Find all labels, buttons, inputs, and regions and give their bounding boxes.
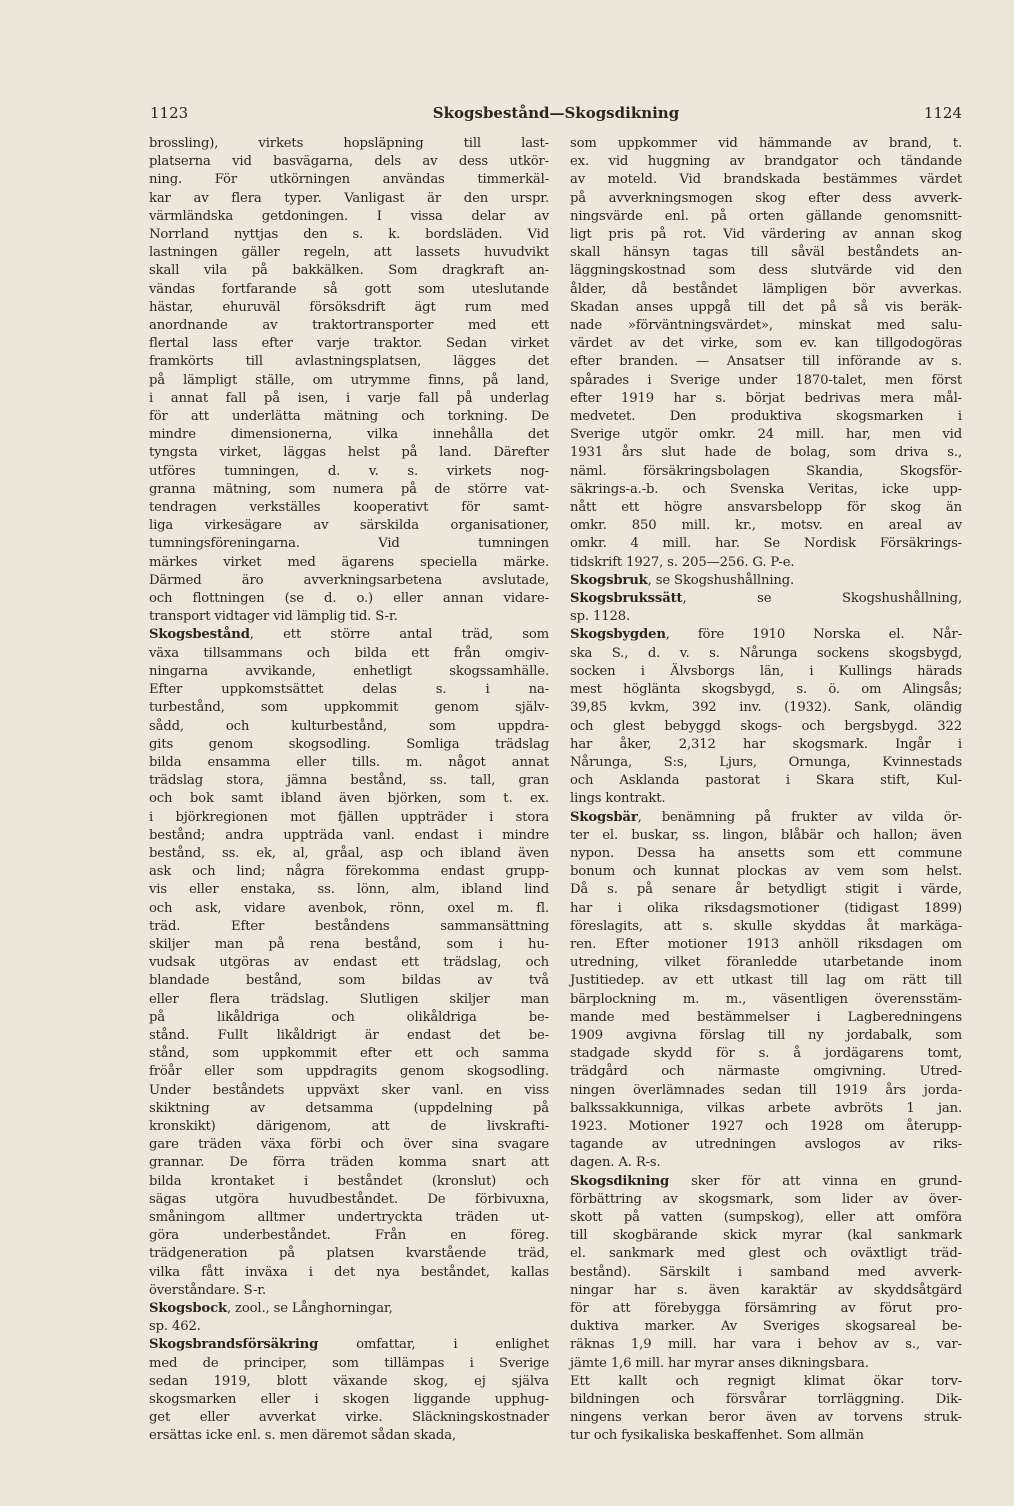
text-line: ningens verkan beror även av torvens struk- (570, 1410, 962, 1426)
page-header (150, 104, 962, 126)
text-line: 1931 års slut hade de bolag, som driva s., (570, 445, 962, 461)
text-line: märkes virket med ägarens speciella märke. (149, 554, 549, 570)
text-line: räknas 1,9 mill. har vara i behov av s., var- (570, 1337, 962, 1353)
text-line: Efter uppkomstsättet delas s. i na- (149, 682, 549, 698)
text-line: granna mätning, som numera på de större vat- (149, 481, 549, 497)
text-line: har i olika riksdagsmotioner (tidigast 1899) (570, 900, 962, 916)
text-line: kar av flera typer. Vanligast är den urspr. (149, 190, 549, 206)
text-line: ersättas icke enl. s. men däremot sådan skada, (149, 1428, 456, 1444)
text-line: vis eller enstaka, ss. lönn, alm, ibland lind (149, 882, 549, 898)
text-line: platserna vid basvägarna, dels av dess utkör- (149, 154, 549, 170)
text-line: tur och fysikaliska beskaffenhet. Som allmän (570, 1428, 864, 1444)
text-line: ex. vid huggning av brandgator och tändande (570, 154, 962, 170)
text-line: Justitiedep. av ett utkast till lag om rätt till (570, 973, 962, 989)
text-line: och flottningen (se d. o.) eller annan vidare- (149, 591, 549, 607)
text-line: skall vila på bakkälken. Som dragkraft an- (149, 263, 549, 279)
text-line: ask och lind; några förekomma endast grupp- (149, 864, 549, 880)
text-line: bärplockning m. m., väsentligen överensstäm- (570, 991, 962, 1007)
text-line: skott på vatten (sumpskog), eller att omföra (570, 1209, 962, 1225)
text-line: Under beståndets uppväxt sker vanl. en viss (149, 1082, 549, 1098)
text-line: kronskikt) därigenom, att de livskrafti- (149, 1118, 549, 1134)
text-line: transport vidtager vid lämplig tid. S-r. (149, 609, 398, 625)
text-line: Skogsbestånd, ett större antal träd, som (149, 627, 549, 643)
text-line: spårades i Sverige under 1870-talet, men först (570, 372, 962, 388)
text-line: bestånd, ss. ek, al, gråal, asp och ibland även (149, 845, 549, 861)
text-line: föreslagits, att s. skulle skyddas åt markäga- (570, 918, 962, 934)
text-line: Ett kallt och regnigt klimat ökar torv- (570, 1373, 962, 1389)
text-line: mest höglänta skogsbygd, s. ö. om Alingsås; (570, 682, 962, 698)
text-line: stadgade skydd för s. å jordägarens tomt, (570, 1046, 962, 1062)
text-line: överståndare. S-r. (149, 1282, 267, 1298)
text-line: blandade bestånd, som bildas av två (149, 973, 549, 989)
text-line: vilka fått inväxa i det nya beståndet, kallas (149, 1264, 549, 1280)
text-line: turbestånd, som uppkommit genom själv- (149, 700, 549, 716)
text-line: sp. 1128. (570, 609, 630, 625)
text-line: eller flera trädslag. Slutligen skiljer man (149, 991, 549, 1007)
text-line: vudsak utgöras av endast ett trädslag, och (149, 955, 549, 971)
text-line: ålder, då beståndet lämpligen bör avverkas. (570, 281, 962, 297)
text-line: ligt pris på rot. Vid värdering av annan skog (570, 227, 962, 243)
text-line: värmländska getdoningen. I vissa delar av (149, 208, 549, 224)
text-line: ren. Efter motioner 1913 anhöll riksdagen om (570, 936, 962, 952)
text-line: värdet av det virke, som ev. kan tillgodogöras (570, 336, 962, 352)
text-line: vändas fortfarande så gott som uteslutande (149, 281, 549, 297)
text-line: mande med bestämmelser i Lagberedningens (570, 1009, 962, 1025)
text-line: ningen överlämnades sedan till 1919 års jorda- (570, 1082, 962, 1098)
text-line: skogsmarken eller i skogen liggande upphug- (149, 1392, 549, 1408)
text-line: har åker, 2,312 har skogsmark. Ingår i (570, 736, 962, 752)
text-line: Nårunga, S:s, Ljurs, Ornunga, Kvinnestads (570, 754, 962, 770)
page-number-right: 1124 (923, 104, 962, 122)
left-text-column (149, 135, 549, 1446)
text-line: ningarna avvikande, enhetligt skogssamhälle. (149, 663, 549, 679)
text-line: efter 1919 har s. börjat bedrivas mera mål- (570, 390, 962, 406)
text-line: hästar, ehuruväl försöksdrift ägt rum med (149, 299, 549, 315)
text-line: framkörts till avlastningsplatsen, lägges det (149, 354, 549, 370)
text-line: Skogsdikning sker för att vinna en grund- (570, 1173, 962, 1189)
text-line: trädslag stora, jämna bestånd, ss. tall, gran (149, 773, 549, 789)
text-line: ningar har s. även karaktär av skyddsåtgärd (570, 1282, 962, 1298)
text-line: gits genom skogsodling. Somliga trädslag (149, 736, 549, 752)
text-line: get eller avverkat virke. Släckningskostnader (149, 1410, 549, 1426)
text-line: bildningen och försvårar torrläggning. Dik- (570, 1392, 962, 1408)
text-line: i björkregionen mot fjällen uppträder i stora (149, 809, 549, 825)
text-line: utredning, vilket föranledde utarbetande inom (570, 955, 962, 971)
text-line: bestånd; andra uppträda vanl. endast i mindre (149, 827, 549, 843)
text-line: för att underlätta mätning och torkning. De (149, 409, 549, 425)
text-line: fröår eller som uppdragits genom skogsodling. (149, 1064, 549, 1080)
text-line: Skogsbruk, se Skogshushållning. (570, 572, 795, 588)
text-line: läggningskostnad som dess slutvärde vid den (570, 263, 962, 279)
text-line: el. sankmark med glest och oväxtligt träd- (570, 1246, 962, 1262)
text-line: och bok samt ibland även björken, som t. ex. (149, 791, 549, 807)
text-line: 39,85 kvkm, 392 inv. (1932). Sank, oländig (570, 700, 962, 716)
text-line: bilda ensamma eller tills. m. något annat (149, 754, 549, 770)
text-line: Norrland nyttjas den s. k. bordsläden. Vid (149, 227, 549, 243)
text-line: och Asklanda pastorat i Skara stift, Kul- (570, 773, 962, 789)
text-line: nade »förväntningsvärdet», minskat med salu- (570, 318, 962, 334)
text-line: duktiva marker. Av Sveriges skogsareal be- (570, 1319, 962, 1335)
text-line: skiljer man på rena bestånd, som i hu- (149, 936, 549, 952)
text-line: tidskrift 1927, s. 205—256. G. P-e. (570, 554, 795, 570)
text-line: Då s. på senare år betydligt stigit i värde, (570, 882, 962, 898)
page-number-left: 1123 (150, 104, 189, 122)
text-line: 1923. Motioner 1927 och 1928 om återupp- (570, 1118, 962, 1134)
text-line: utföres tumningen, d. v. s. virkets nog- (149, 463, 549, 479)
text-line: mindre dimensionerna, vilka innehålla det (149, 427, 549, 443)
text-line: 1909 avgivna förslag till ny jordabalk, som (570, 1027, 962, 1043)
right-text-column (570, 135, 962, 1446)
text-line: Sverige utgör omkr. 24 mill. har, men vid (570, 427, 962, 443)
text-line: småningom alltmer undertryckta träden ut- (149, 1209, 549, 1225)
text-line: liga virkesägare av särskilda organisationer, (149, 518, 549, 534)
text-line: skiktning av detsamma (uppdelning på (149, 1100, 549, 1116)
text-line: göra underbeståndet. Från en föreg. (149, 1228, 549, 1244)
text-line: dagen. A. R-s. (570, 1155, 661, 1171)
text-line: Skogsbrandsförsäkring omfattar, i enlighet (149, 1337, 549, 1353)
text-line: stånd. Fullt likåldrigt är endast det be- (149, 1027, 549, 1043)
text-line: bonum och kunnat plockas av vem som helst. (570, 864, 962, 880)
text-line: på lämpligt ställe, om utrymme finns, på land, (149, 372, 549, 388)
text-line: växa tillsammans och bilda ett från omgiv- (149, 645, 549, 661)
text-line: ning. För utkörningen användas timmerkäl- (149, 172, 549, 188)
text-line: som uppkommer vid hämmande av brand, t. (570, 136, 962, 151)
text-line: ter el. buskar, ss. lingon, blåbär och hallon; även (570, 827, 962, 843)
text-line: Skogsbär, benämning på frukter av vilda ör- (570, 809, 962, 825)
text-line: med de principer, som tillämpas i Sverige (149, 1355, 549, 1371)
text-line: lastningen gäller regeln, att lassets huvudvikt (149, 245, 549, 261)
text-line: näml. försäkringsbolagen Skandia, Skogsför- (570, 463, 962, 479)
text-line: flertal lass efter varje traktor. Sedan virket (149, 336, 549, 352)
text-line: av moteld. Vid brandskada bestämmes värdet (570, 172, 962, 188)
text-line: stånd, som uppkommit efter ett och samma (149, 1046, 549, 1062)
text-line: till skogbärande skick myrar (kal sankmark (570, 1228, 962, 1244)
text-line: socken i Älvsborgs län, i Kullings härads (570, 663, 962, 679)
text-line: medvetet. Den produktiva skogsmarken i (570, 409, 962, 425)
running-title: Skogsbestånd—Skogsdikning (432, 104, 680, 122)
text-line: för att förebygga försämring av förut pro- (570, 1301, 962, 1316)
text-line: ningsvärde enl. på orten gällande genomsnitt- (570, 208, 962, 224)
text-line: träd. Efter beståndens sammansättning (149, 918, 549, 934)
text-line: Därmed äro avverkningsarbetena avslutade, (149, 572, 549, 588)
text-line: tendragen verkställes kooperativt för samt- (149, 500, 549, 516)
text-line: förbättring av skogsmark, som lider av över- (570, 1191, 962, 1207)
text-line: Skogsbygden, före 1910 Norska el. Når- (570, 627, 962, 643)
text-line: skall hänsyn tagas till såväl beståndets an- (570, 245, 962, 261)
text-line: säkrings-a.-b. och Svenska Veritas, icke upp- (570, 481, 962, 497)
text-line: omkr. 4 mill. har. Se Nordisk Försäkrings- (570, 536, 962, 552)
text-line: sedan 1919, blott växande skog, ej själva (149, 1373, 549, 1389)
text-line: efter branden. — Ansatser till införande av s. (570, 354, 962, 370)
text-line: och ask, vidare avenbok, rönn, oxel m. fl. (149, 900, 549, 916)
text-line: tumningsföreningarna. Vid tumningen (149, 536, 549, 552)
text-line: lings kontrakt. (570, 791, 666, 807)
text-line: sådd, och kulturbestånd, som uppdra- (149, 718, 549, 734)
text-line: anordnande av traktortransporter med ett (149, 318, 549, 334)
text-line: på avverkningsmogen skog efter dess avverk- (570, 190, 962, 206)
text-line: nått ett högre ansvarsbelopp för skog än (570, 500, 962, 516)
text-line: och glest bebyggd skogs- och bergsbygd. 322 (570, 718, 962, 734)
text-line: trädgård och närmaste omgivning. Utred- (570, 1064, 962, 1080)
text-line: balkssakkunniga, vilkas arbete avbröts 1 jan. (570, 1100, 962, 1116)
text-line: tagande av utredningen avslogos av riks- (570, 1137, 962, 1153)
text-line: grannar. De förra träden komma snart att (149, 1155, 549, 1171)
text-line: sp. 462. (149, 1319, 201, 1335)
text-line: brossling), virkets hopsläpning till last- (149, 136, 549, 151)
text-line: omkr. 850 mill. kr., motsv. en areal av (570, 518, 962, 534)
text-line: bestånd). Särskilt i samband med avverk- (570, 1264, 962, 1280)
text-line: Skadan anses uppgå till det på så vis beräk- (570, 299, 962, 315)
text-line: gare träden växa förbi och över sina svagare (149, 1137, 549, 1153)
text-line: jämte 1,6 mill. har myrar anses dikningsbara. (570, 1355, 869, 1371)
text-line: trädgeneration på platsen kvarstående träd, (149, 1246, 549, 1262)
text-line: Skogsbock, zool., se Långhorningar, (149, 1301, 393, 1316)
text-line: i annat fall på isen, i varje fall på underlag (149, 390, 549, 406)
text-line: bilda krontaket i beståndet (kronslut) och (149, 1173, 549, 1189)
text-line: ska S., d. v. s. Nårunga sockens skogsbygd, (570, 645, 962, 661)
text-line: tyngsta virket, läggas helst på land. Därefter (149, 445, 549, 461)
text-line: på likåldriga och olikåldriga be- (149, 1009, 549, 1025)
text-line: Skogsbrukssätt, se Skogshushållning, (570, 591, 962, 607)
text-line: nypon. Dessa ha ansetts som ett commune (570, 845, 962, 861)
text-line: sägas utgöra huvudbeståndet. De förbivuxna, (149, 1191, 549, 1207)
